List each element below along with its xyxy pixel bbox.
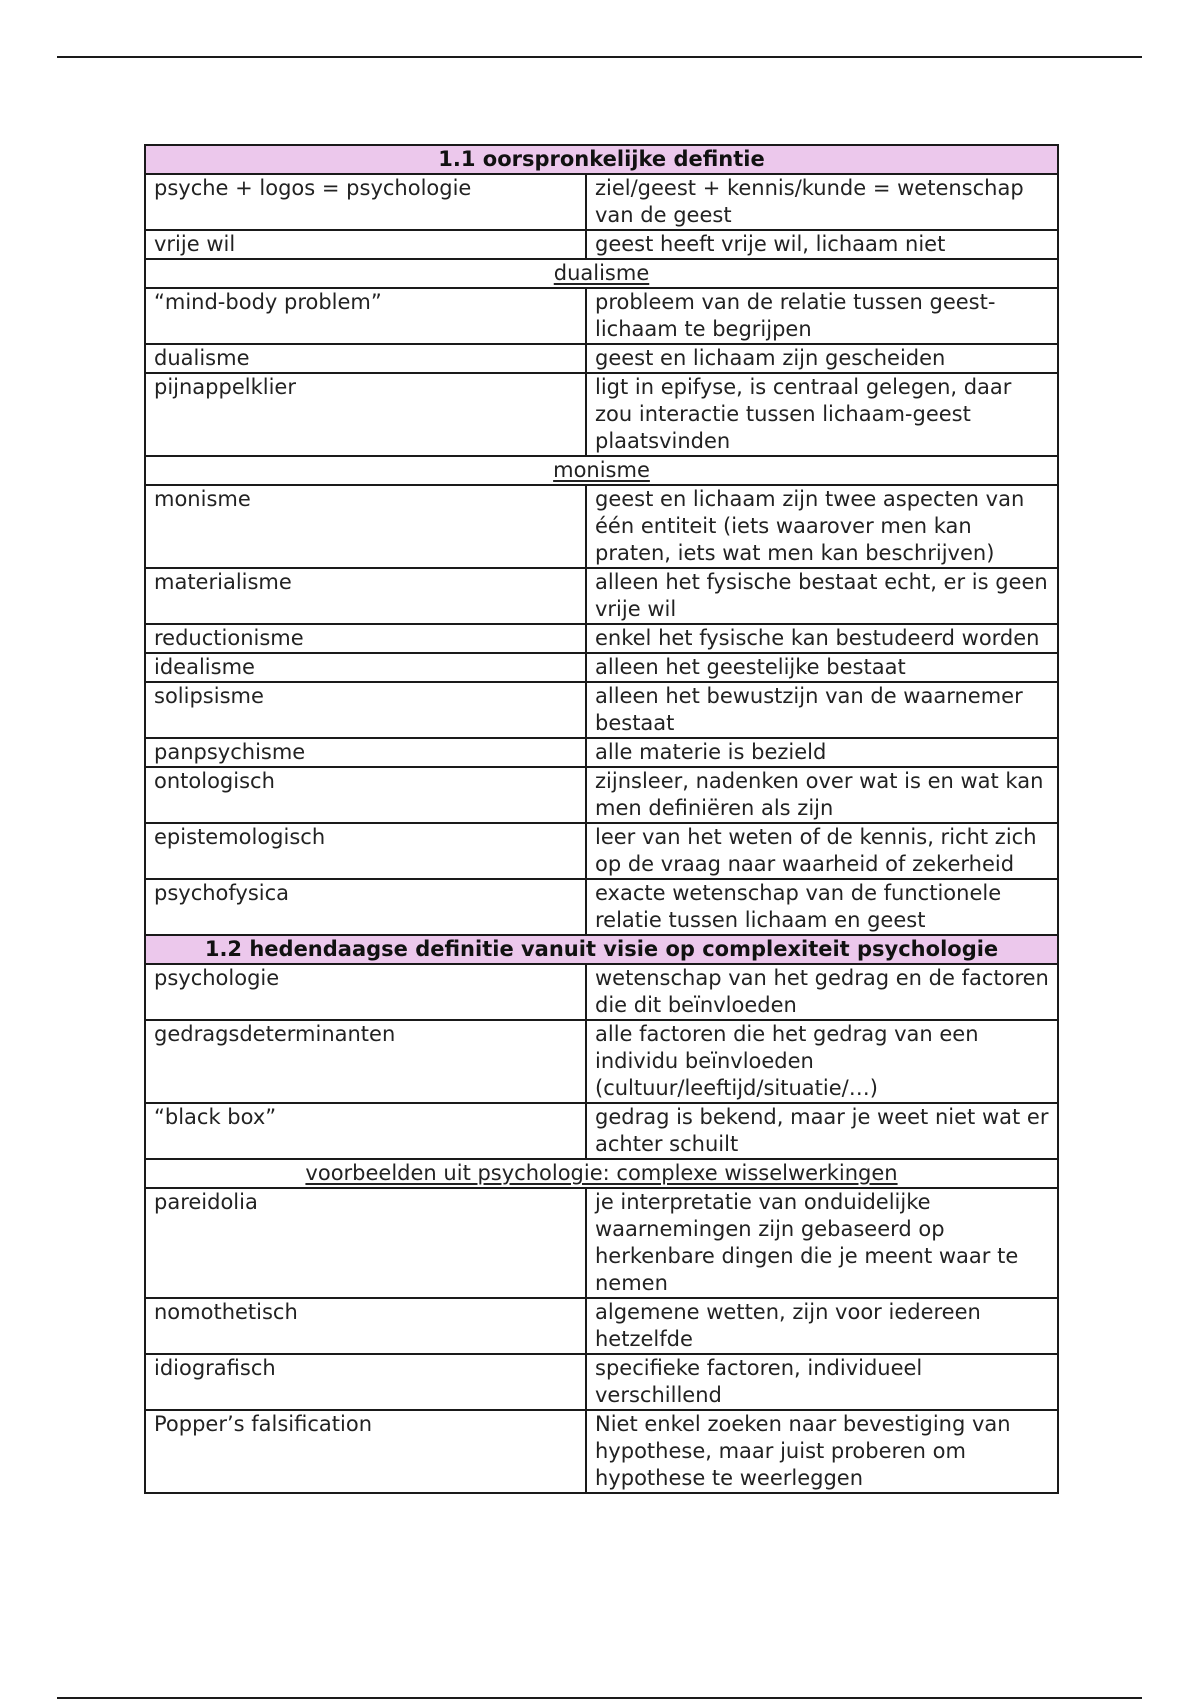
- table-row: [145, 288, 1058, 344]
- table-row: [145, 344, 1058, 373]
- section-header-row: [145, 145, 1058, 174]
- term-cell: ontologisch: [145, 767, 586, 823]
- subheading-cell: [145, 1159, 1058, 1188]
- table-row: [145, 653, 1058, 682]
- terms-table: [144, 144, 1059, 1494]
- table-row: [145, 767, 1058, 823]
- table-row: [145, 879, 1058, 935]
- term-cell: idiografisch: [145, 1354, 586, 1410]
- term-cell: psychofysica: [145, 879, 586, 935]
- subheading-cell: [145, 259, 1058, 288]
- table-row: [145, 682, 1058, 738]
- subheading-row: [145, 456, 1058, 485]
- footer-rule: [57, 1697, 1142, 1699]
- term-cell: psyche + logos = psychologie: [145, 174, 586, 230]
- definition-cell: algemene wetten, zijn voor iedereen hetzelfde: [586, 1298, 1058, 1354]
- subheading-label: dualisme: [553, 261, 650, 285]
- term-cell: epistemologisch: [145, 823, 586, 879]
- subheading-label: monisme: [553, 458, 650, 482]
- term-cell: reductionisme: [145, 624, 586, 653]
- term-cell: pareidolia: [145, 1188, 586, 1298]
- definition-cell: exacte wetenschap van de functionele relatie tussen lichaam en geest: [586, 879, 1058, 935]
- term-cell: nomothetisch: [145, 1298, 586, 1354]
- definition-cell: alle factoren die het gedrag van een individu beïnvloeden (cultuur/leeftijd/situatie/…): [586, 1020, 1058, 1103]
- subheading-row: [145, 1159, 1058, 1188]
- table-row: [145, 1298, 1058, 1354]
- definition-cell: je interpretatie van onduidelijke waarnemingen zijn gebaseerd op herkenbare dingen die je meent waar te nemen: [586, 1188, 1058, 1298]
- definition-cell: geest en lichaam zijn twee aspecten van één entiteit (iets waarover men kan praten, iets wat men kan beschrijven): [586, 485, 1058, 568]
- table-row: [145, 174, 1058, 230]
- term-cell: “mind-body problem”: [145, 288, 586, 344]
- section-header-row: [145, 935, 1058, 964]
- section-title: 1.2 hedendaagse definitie vanuit visie op complexiteit psychologie: [145, 935, 1058, 964]
- definition-cell: alleen het fysische bestaat echt, er is geen vrije wil: [586, 568, 1058, 624]
- definition-cell: leer van het weten of de kennis, richt zich op de vraag naar waarheid of zekerheid: [586, 823, 1058, 879]
- definition-cell: specifieke factoren, individueel verschillend: [586, 1354, 1058, 1410]
- term-cell: monisme: [145, 485, 586, 568]
- table-row: [145, 738, 1058, 767]
- term-cell: psychologie: [145, 964, 586, 1020]
- definition-cell: Niet enkel zoeken naar bevestiging van hypothese, maar juist proberen om hypothese te weerleggen: [586, 1410, 1058, 1493]
- table-row: [145, 1020, 1058, 1103]
- definition-cell: gedrag is bekend, maar je weet niet wat er achter schuilt: [586, 1103, 1058, 1159]
- term-cell: idealisme: [145, 653, 586, 682]
- term-cell: materialisme: [145, 568, 586, 624]
- definition-cell: wetenschap van het gedrag en de factoren die dit beïnvloeden: [586, 964, 1058, 1020]
- definition-cell: geest heeft vrije wil, lichaam niet: [586, 230, 1058, 259]
- table-row: [145, 1188, 1058, 1298]
- table-row: [145, 823, 1058, 879]
- definition-cell: zijnsleer, nadenken over wat is en wat kan men definiëren als zijn: [586, 767, 1058, 823]
- table-row: [145, 1410, 1058, 1493]
- term-cell: solipsisme: [145, 682, 586, 738]
- subheading-label: voorbeelden uit psychologie: complexe wisselwerkingen: [305, 1161, 898, 1185]
- term-cell: “black box”: [145, 1103, 586, 1159]
- table-row: [145, 964, 1058, 1020]
- term-cell: dualisme: [145, 344, 586, 373]
- table-row: [145, 568, 1058, 624]
- definition-cell: ligt in epifyse, is centraal gelegen, daar zou interactie tussen lichaam-geest plaatsvinden: [586, 373, 1058, 456]
- terms-table-body: [145, 145, 1058, 1493]
- definition-cell: alle materie is bezield: [586, 738, 1058, 767]
- section-title: 1.1 oorspronkelijke defintie: [145, 145, 1058, 174]
- term-cell: panpsychisme: [145, 738, 586, 767]
- table-row: [145, 1103, 1058, 1159]
- term-cell: pijnappelklier: [145, 373, 586, 456]
- header-rule: [57, 56, 1142, 58]
- subheading-cell: [145, 456, 1058, 485]
- definition-cell: probleem van de relatie tussen geest-lichaam te begrijpen: [586, 288, 1058, 344]
- definition-cell: geest en lichaam zijn gescheiden: [586, 344, 1058, 373]
- definition-cell: ziel/geest + kennis/kunde = wetenschap van de geest: [586, 174, 1058, 230]
- table-row: [145, 373, 1058, 456]
- definition-cell: alleen het geestelijke bestaat: [586, 653, 1058, 682]
- definition-cell: enkel het fysische kan bestudeerd worden: [586, 624, 1058, 653]
- subheading-row: [145, 259, 1058, 288]
- table-row: [145, 230, 1058, 259]
- table-row: [145, 485, 1058, 568]
- term-cell: gedragsdeterminanten: [145, 1020, 586, 1103]
- term-cell: Popper’s falsification: [145, 1410, 586, 1493]
- term-cell: vrije wil: [145, 230, 586, 259]
- table-row: [145, 1354, 1058, 1410]
- definition-cell: alleen het bewustzijn van de waarnemer bestaat: [586, 682, 1058, 738]
- table-row: [145, 624, 1058, 653]
